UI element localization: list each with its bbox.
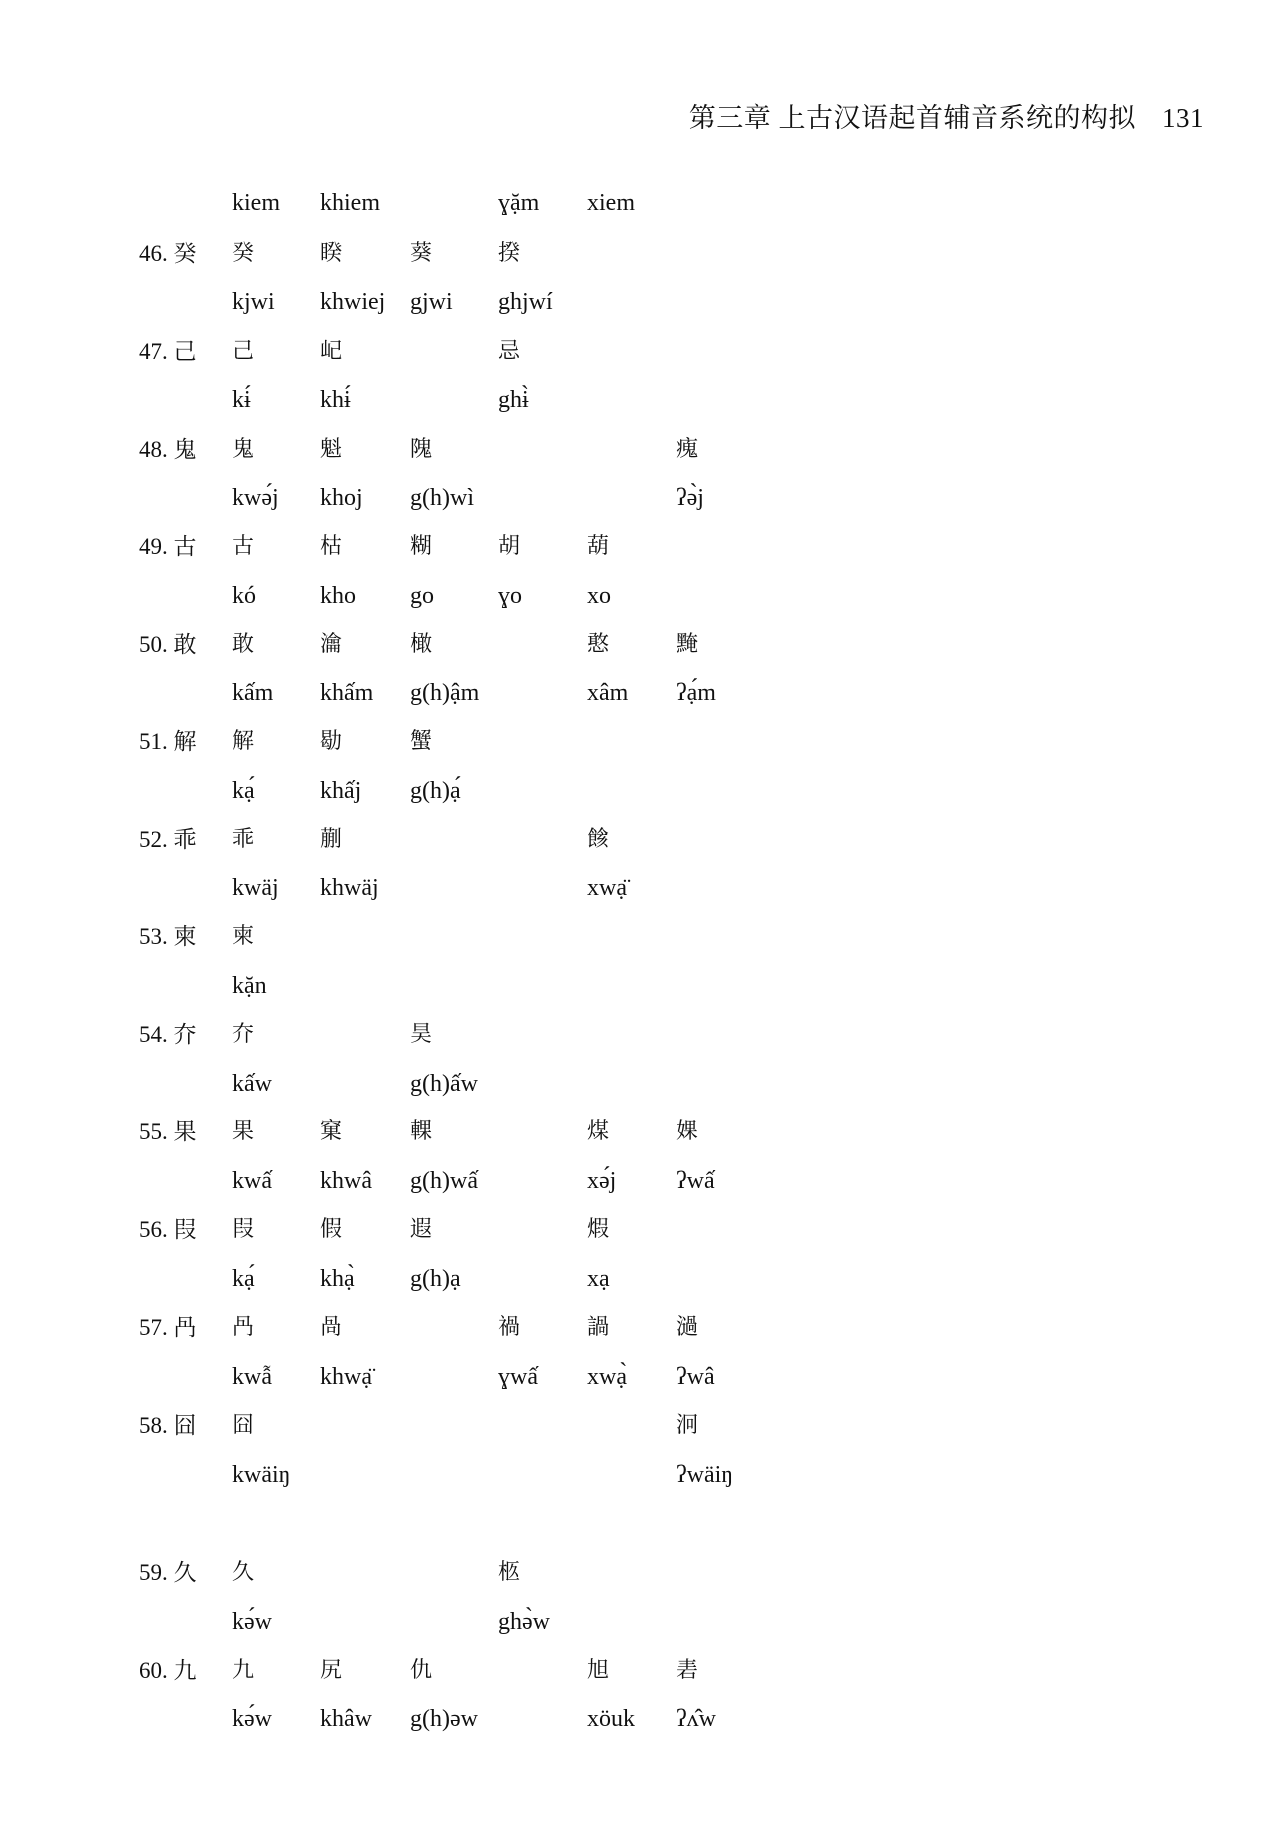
character-cell: 假 xyxy=(320,1217,343,1242)
reading-cell: khâw xyxy=(320,1706,372,1732)
reading-cell: go xyxy=(410,583,434,609)
character-cell: 泂 xyxy=(676,1413,699,1438)
reading-row xyxy=(0,673,1280,713)
reading-cell: ʔwấ xyxy=(676,1168,715,1194)
character-row xyxy=(0,1112,1280,1152)
reading-row xyxy=(0,868,1280,908)
reading-cell: khwäj xyxy=(320,875,379,901)
character-cell: 柬 xyxy=(232,924,255,949)
character-cell: 尻 xyxy=(320,1658,343,1683)
series-label: 51. 解 xyxy=(139,729,197,754)
reading-cell: khấj xyxy=(320,778,362,804)
page-number: 131 xyxy=(1162,103,1204,133)
character-cell: 瘣 xyxy=(676,437,699,462)
character-cell: 古 xyxy=(232,534,255,559)
reading-cell: xöuk xyxy=(587,1706,635,1732)
character-cell: 囧 xyxy=(232,1413,255,1438)
reading-cell: khấm xyxy=(320,680,374,706)
series-label: 48. 鬼 xyxy=(139,437,197,462)
character-cell: 果 xyxy=(232,1119,255,1144)
reading-cell: kwäiŋ xyxy=(232,1462,291,1488)
reading-row xyxy=(0,282,1280,322)
reading-cell: g(h)ạ xyxy=(410,1266,461,1292)
character-row xyxy=(0,722,1280,762)
series-label: 50. 敢 xyxy=(139,632,197,657)
reading-cell: kwə́j xyxy=(232,485,279,511)
character-cell: 仇 xyxy=(410,1658,433,1683)
character-cell: 煤 xyxy=(587,1119,610,1144)
character-cell: 黤 xyxy=(676,632,699,657)
character-row xyxy=(0,1553,1280,1593)
reading-cell: khwiej xyxy=(320,289,386,315)
reading-cell: ʔạ́m xyxy=(676,680,716,706)
reading-row xyxy=(0,1602,1280,1642)
character-cell: 輠 xyxy=(410,1119,433,1144)
reading-row xyxy=(0,1161,1280,1201)
reading-cell: khɨ́ xyxy=(320,387,351,413)
reading-row xyxy=(0,1455,1280,1495)
character-cell: 砉 xyxy=(676,1658,699,1683)
reading-cell: ghɨ̀ xyxy=(498,387,529,413)
character-row xyxy=(0,1210,1280,1250)
reading-cell: ʔwäiŋ xyxy=(676,1462,734,1488)
character-cell: 癸 xyxy=(232,241,255,266)
chapter-title: 第三章 上古汉语起首辅音系统的构拟 xyxy=(688,103,1136,133)
reading-cell: ʔwâ xyxy=(676,1364,715,1390)
character-row xyxy=(0,917,1280,957)
character-row xyxy=(0,820,1280,860)
reading-cell: xâm xyxy=(587,680,629,706)
reading-cell: g(h)əw xyxy=(410,1706,478,1732)
reading-cell: g(h)wì xyxy=(410,485,474,511)
reading-cell: g(h)wấ xyxy=(410,1168,478,1194)
character-cell: 㔠 xyxy=(320,729,343,754)
reading-cell: ɣwấ xyxy=(498,1364,538,1390)
character-cell: 胡 xyxy=(498,534,521,559)
character-cell: 解 xyxy=(232,729,255,754)
character-cell: 咼 xyxy=(320,1315,343,1340)
reading-row xyxy=(0,576,1280,616)
reading-cell: xiem xyxy=(587,190,635,216)
reading-cell: kwẫ xyxy=(232,1364,272,1390)
reading-row xyxy=(0,1357,1280,1397)
reading-row xyxy=(0,478,1280,518)
reading-cell: khiem xyxy=(320,190,380,216)
reading-cell: ghə̀w xyxy=(498,1609,550,1635)
reading-cell: kạ́ xyxy=(232,1266,255,1292)
series-label: 56. 叚 xyxy=(139,1217,197,1242)
character-cell: 夰 xyxy=(232,1022,255,1047)
character-row xyxy=(0,430,1280,470)
character-cell: 鬼 xyxy=(232,437,255,462)
character-cell: 禍 xyxy=(498,1315,521,1340)
character-cell: 魁 xyxy=(320,437,343,462)
reading-cell: ɣo xyxy=(498,583,522,609)
character-cell: 忌 xyxy=(498,339,521,364)
character-cell: 婐 xyxy=(676,1119,699,1144)
character-cell: 冎 xyxy=(232,1315,255,1340)
reading-cell: kặn xyxy=(232,973,267,999)
series-label: 52. 乖 xyxy=(139,827,197,852)
reading-cell: gjwi xyxy=(410,289,453,315)
series-label: 47. 己 xyxy=(139,339,197,364)
reading-cell: g(h)ạ́ xyxy=(410,778,461,804)
character-row xyxy=(0,625,1280,665)
character-cell: 蒯 xyxy=(320,827,343,852)
reading-cell: khwạ̈ xyxy=(320,1364,372,1390)
reading-row xyxy=(0,1064,1280,1104)
reading-cell: kấm xyxy=(232,680,274,706)
reading-cell: xwạ̈ xyxy=(587,875,627,901)
character-cell: 窠 xyxy=(320,1119,343,1144)
reading-cell: ghjwí xyxy=(498,289,553,315)
reading-cell: xo xyxy=(587,583,611,609)
character-cell: 睽 xyxy=(320,241,343,266)
reading-cell: xạ xyxy=(587,1266,610,1292)
series-label: 57. 冎 xyxy=(139,1315,197,1340)
character-cell: 餩 xyxy=(587,827,610,852)
character-cell: 隗 xyxy=(410,437,433,462)
reading-cell: kə́w xyxy=(232,1609,272,1635)
series-label: 55. 果 xyxy=(139,1119,197,1144)
reading-row xyxy=(0,380,1280,420)
character-cell: 揆 xyxy=(498,241,521,266)
series-label: 46. 癸 xyxy=(139,241,197,266)
character-cell: 旭 xyxy=(587,1658,610,1683)
reading-cell: xwạ̀ xyxy=(587,1364,627,1390)
character-cell: 久 xyxy=(232,1560,255,1585)
reading-cell: ʔə̀j xyxy=(676,485,704,511)
character-cell: 枯 xyxy=(320,534,343,559)
reading-cell: g(h)ấw xyxy=(410,1071,478,1097)
character-cell: 乖 xyxy=(232,827,255,852)
character-cell: 葫 xyxy=(587,534,610,559)
reading-cell: kə́w xyxy=(232,1706,272,1732)
series-label: 60. 九 xyxy=(139,1658,197,1683)
character-row xyxy=(0,1651,1280,1691)
character-cell: 濄 xyxy=(676,1315,699,1340)
reading-cell: khoj xyxy=(320,485,363,511)
reading-row xyxy=(0,183,1280,223)
character-row xyxy=(0,527,1280,567)
reading-cell: kho xyxy=(320,583,356,609)
reading-cell: kiem xyxy=(232,190,280,216)
series-label: 53. 柬 xyxy=(139,924,197,949)
reading-cell: kấw xyxy=(232,1071,272,1097)
reading-cell: xə́j xyxy=(587,1168,617,1194)
reading-cell: khạ̀ xyxy=(320,1266,355,1292)
character-row xyxy=(0,1406,1280,1446)
reading-cell: kwấ xyxy=(232,1168,272,1194)
character-cell: 屺 xyxy=(320,339,343,364)
character-cell: 諣 xyxy=(587,1315,610,1340)
character-cell: 憨 xyxy=(587,632,610,657)
reading-row xyxy=(0,1259,1280,1299)
reading-row xyxy=(0,771,1280,811)
character-cell: 煆 xyxy=(587,1217,610,1242)
character-cell: 己 xyxy=(232,339,255,364)
character-cell: 叚 xyxy=(232,1217,255,1242)
reading-cell: khwâ xyxy=(320,1168,372,1194)
reading-cell: kạ́ xyxy=(232,778,255,804)
reading-cell: ɣặm xyxy=(498,190,540,216)
character-cell: 柩 xyxy=(498,1560,521,1585)
character-row xyxy=(0,1015,1280,1055)
character-cell: 遐 xyxy=(410,1217,433,1242)
reading-row xyxy=(0,966,1280,1006)
series-label: 58. 囧 xyxy=(139,1413,197,1438)
character-cell: 㵸 xyxy=(320,632,343,657)
character-cell: 橄 xyxy=(410,632,433,657)
reading-cell: kwäj xyxy=(232,875,279,901)
reading-row xyxy=(0,1699,1280,1739)
reading-cell: kó xyxy=(232,583,256,609)
character-cell: 蟹 xyxy=(410,729,433,754)
series-label: 54. 夰 xyxy=(139,1022,197,1047)
character-cell: 葵 xyxy=(410,241,433,266)
character-row xyxy=(0,234,1280,274)
character-cell: 敢 xyxy=(232,632,255,657)
character-row xyxy=(0,1308,1280,1348)
character-cell: 昊 xyxy=(410,1022,433,1047)
series-label: 59. 久 xyxy=(139,1560,197,1585)
reading-cell: ʔʌ̂w xyxy=(676,1706,716,1732)
reading-cell: kɨ́ xyxy=(232,387,251,413)
character-cell: 九 xyxy=(232,1658,255,1683)
reading-cell: kjwi xyxy=(232,289,275,315)
reading-cell: g(h)ậm xyxy=(410,680,480,706)
character-row xyxy=(0,332,1280,372)
series-label: 49. 古 xyxy=(139,534,197,559)
character-cell: 糊 xyxy=(410,534,433,559)
